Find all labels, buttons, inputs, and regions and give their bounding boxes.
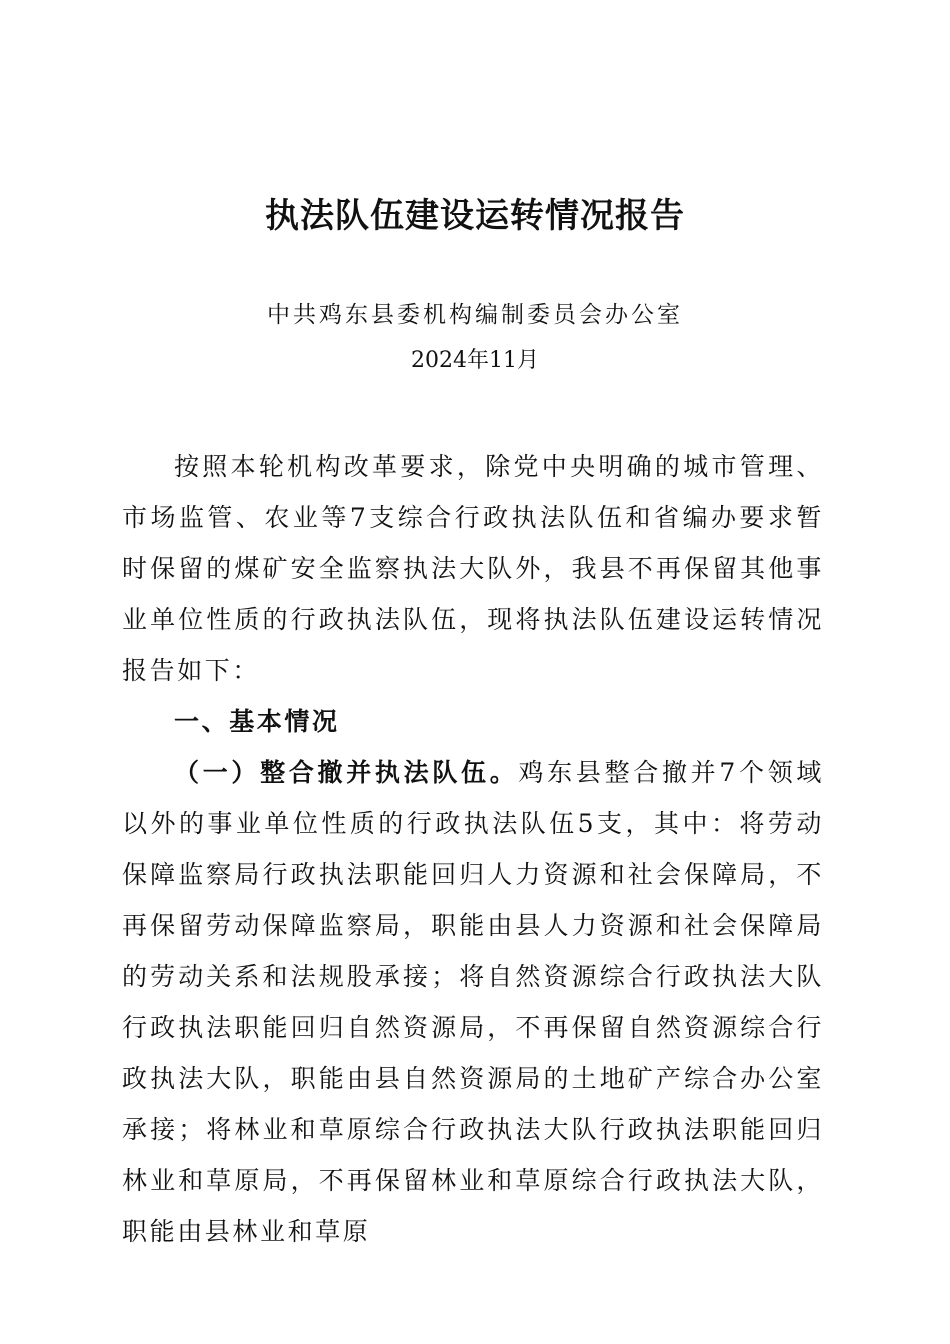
subsection-text: 鸡东县整合撤并7个领域以外的事业单位性质的行政执法队伍5支，其中：将劳动保障监察局行政执法职能回归人力资源和社会保障局，不再保留劳动保障监察局，职能由县人力资源和社会保障局的劳动关系和法规股承接；将自然资源综合行政执法大队行政执法职能回归自然资源局，不再保留自然资源综合行政执法大队，职能由县自然资源局的土地矿产综合办公室承接；将林业和草原综合行政执法大队行政执法职能回归林业和草原局，不再保留林业和草原综合行政执法大队，职能由县林业和草原: [122, 758, 824, 1246]
section-heading: 一、基本情况: [174, 707, 340, 736]
document-body: [122, 441, 824, 1257]
subsection-paragraph: [122, 747, 824, 1257]
intro-paragraph: 按照本轮机构改革要求，除党中央明确的城市管理、市场监管、农业等7支综合行政执法队伍和省编办要求暂时保留的煤矿安全监察执法大队外，我县不再保留其他事业单位性质的行政执法队伍，现将执法队伍建设运转情况报告如下：: [122, 452, 824, 685]
document-date: 2024年11月: [411, 348, 539, 373]
document-title: 执法队伍建设运转情况报告: [265, 196, 685, 236]
issuing-organization: 中共鸡东县委机构编制委员会办公室: [267, 302, 683, 328]
subsection-lead: （一）整合撤并执法队伍。: [174, 758, 519, 787]
